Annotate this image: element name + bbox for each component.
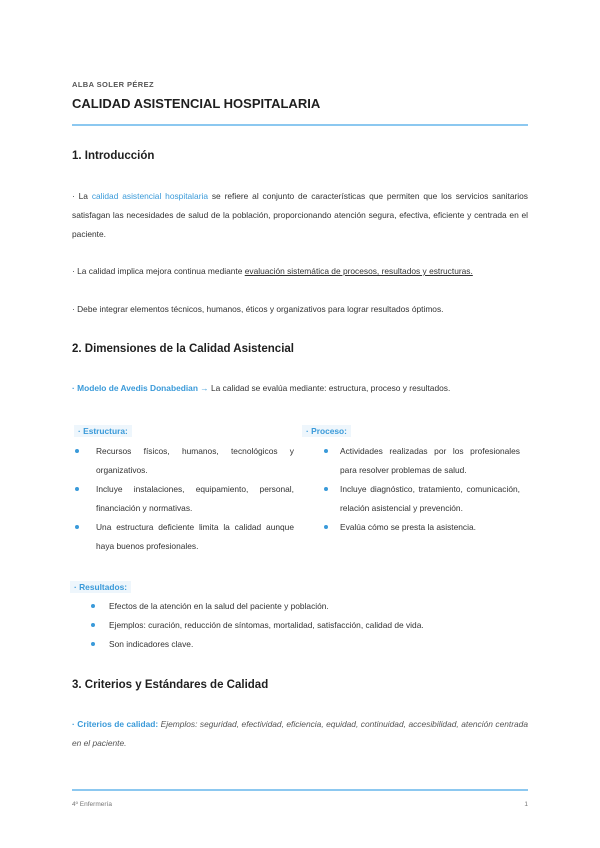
intro-paragraph-1 xyxy=(72,187,528,244)
criterios-text: Ejemplos: seguridad, efectividad, eficiencia, equidad, continuidad, accesibilidad, atención centrada en el paciente. xyxy=(72,719,528,748)
list-item: Incluye diagnóstico, tratamiento, comunicación, relación asistencial y prevención. xyxy=(340,480,520,518)
intro-paragraph-3: · Debe integrar elementos técnicos, humanos, éticos y organizativos para lograr resultados óptimos. xyxy=(72,304,444,314)
document-title: CALIDAD ASISTENCIAL HOSPITALARIA xyxy=(72,96,321,111)
list-item: Efectos de la atención en la salud del paciente y población. xyxy=(109,597,509,616)
intro-paragraph-2 xyxy=(72,262,528,281)
list-item: Actividades realizadas por los profesionales para resolver problemas de salud. xyxy=(340,442,520,480)
list-item: Ejemplos: curación, reducción de síntomas, mortalidad, satisfacción, calidad de vida. xyxy=(109,616,509,635)
header-divider xyxy=(72,124,528,126)
section-3-heading: 3. Criterios y Estándares de Calidad xyxy=(72,679,269,691)
intro-p1-highlight: calidad asistencial hospitalaria xyxy=(91,191,209,201)
footer-course: 4º Enfermería xyxy=(72,801,112,808)
list-item: Evalúa cómo se presta la asistencia. xyxy=(340,518,520,537)
intro-p1-rest: se refiere al conjunto de características que permiten que los servicios sanitarios satisfagan las necesidades de salud de la población, proporcionando atención segura, efectiva, eficiente y centrada en el paciente. xyxy=(72,191,528,239)
section-2-heading: 2. Dimensiones de la Calidad Asistencial xyxy=(72,343,294,355)
section-1-heading: 1. Introducción xyxy=(72,150,155,162)
list-item: Recursos físicos, humanos, tecnológicos y organizativos. xyxy=(96,442,294,480)
page-number: 1 xyxy=(524,801,528,808)
criterios-paragraph xyxy=(72,715,528,753)
intro-p2-prefix: · La calidad implica mejora continua mediante xyxy=(72,266,245,276)
estructura-list xyxy=(96,442,294,556)
resultados-list xyxy=(109,597,509,654)
footer-divider xyxy=(72,789,528,791)
resultados-label: · Resultados: xyxy=(70,581,131,593)
criterios-label: · Criterios de calidad: xyxy=(72,719,159,729)
donabedian-text: La calidad se evalúa mediante: estructura, proceso y resultados. xyxy=(208,383,451,393)
donabedian-model-line xyxy=(72,379,528,398)
intro-p1-prefix: · La xyxy=(72,191,92,201)
list-item: Incluye instalaciones, equipamiento, personal, financiación y normativas. xyxy=(96,480,294,518)
intro-p2-underline: evaluación sistemática de procesos, resultados y estructuras. xyxy=(244,266,473,276)
list-item: Una estructura deficiente limita la calidad aunque haya buenos profesionales. xyxy=(96,518,294,556)
donabedian-label: · Modelo de Avedis Donabedian → xyxy=(72,383,209,393)
list-item: Son indicadores clave. xyxy=(109,635,509,654)
author-name: ALBA SOLER PÉREZ xyxy=(72,80,154,89)
proceso-list xyxy=(340,442,520,537)
proceso-label: · Proceso: xyxy=(302,425,351,437)
estructura-label: · Estructura: xyxy=(74,425,132,437)
